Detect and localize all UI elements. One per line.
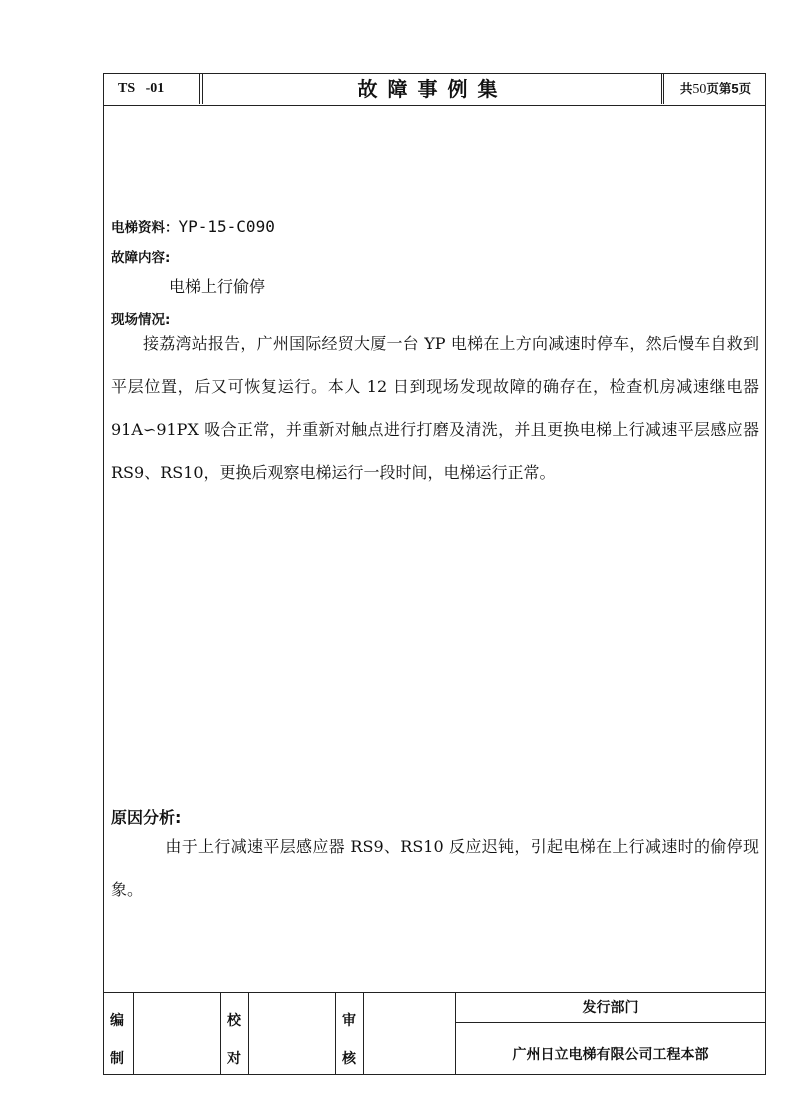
issuing-company: 广州日立电梯有限公司工程本部 [512, 1047, 709, 1063]
check-char-1: 校 [227, 1013, 241, 1029]
page-suffix: 页 [738, 81, 752, 96]
check-char-2: 对 [227, 1051, 241, 1067]
header-divider [200, 74, 203, 104]
issuing-dept-label: 发行部门 [456, 993, 765, 1023]
header-row [104, 74, 765, 106]
site-label: 现场情况: [111, 312, 171, 328]
compile-char-2: 制 [110, 1051, 124, 1067]
doc-code: TS -01 [104, 74, 200, 104]
compile-label-cell [104, 993, 134, 1075]
fault-label: 故障内容: [111, 250, 171, 266]
page-mid: 页第 [706, 81, 732, 96]
review-sign-cell [364, 993, 456, 1075]
compile-sign-cell [134, 993, 221, 1075]
review-char-2: 核 [342, 1051, 356, 1067]
page-counter [663, 74, 767, 104]
cause-text: 由于上行减速平层感应器 RS9、RS10 反应迟钝，引起电梯在上行减速时的偷停现象。 [111, 837, 759, 899]
elevator-model: YP-15-C090 [178, 217, 275, 236]
doc-title: 故障事例集 [204, 74, 662, 104]
page-total: 50 [692, 82, 707, 97]
elevator-info [111, 216, 275, 236]
check-sign-cell [249, 993, 336, 1075]
review-label-cell [336, 993, 364, 1075]
page-total-prefix: 共 [679, 81, 693, 96]
cause-label: 原因分析: [111, 808, 182, 827]
page-current: 5 [731, 81, 739, 96]
site-text: 接荔湾站报告，广州国际经贸大厦一台 YP 电梯在上方向减速时停车，然后慢车自救到平层位置，后又可恢复运行。本人 12 日到现场发现故障的确存在，检查机房减速继电器 91A∽91PX 吸合正常，并重新对触点进行打磨及清洗，并且更换电梯上行减速平层感应器 RS9、RS10，更换后观察电梯运行一段时间，电梯运行正常。 [111, 334, 759, 482]
check-label-cell [221, 993, 249, 1075]
elevator-label: 电梯资料： [111, 220, 179, 236]
fault-text: 电梯上行偷停 [169, 277, 266, 296]
document-sheet [103, 73, 766, 1075]
review-char-1: 审 [342, 1013, 356, 1029]
compile-char-1: 编 [110, 1013, 124, 1029]
signature-table [104, 992, 765, 1074]
